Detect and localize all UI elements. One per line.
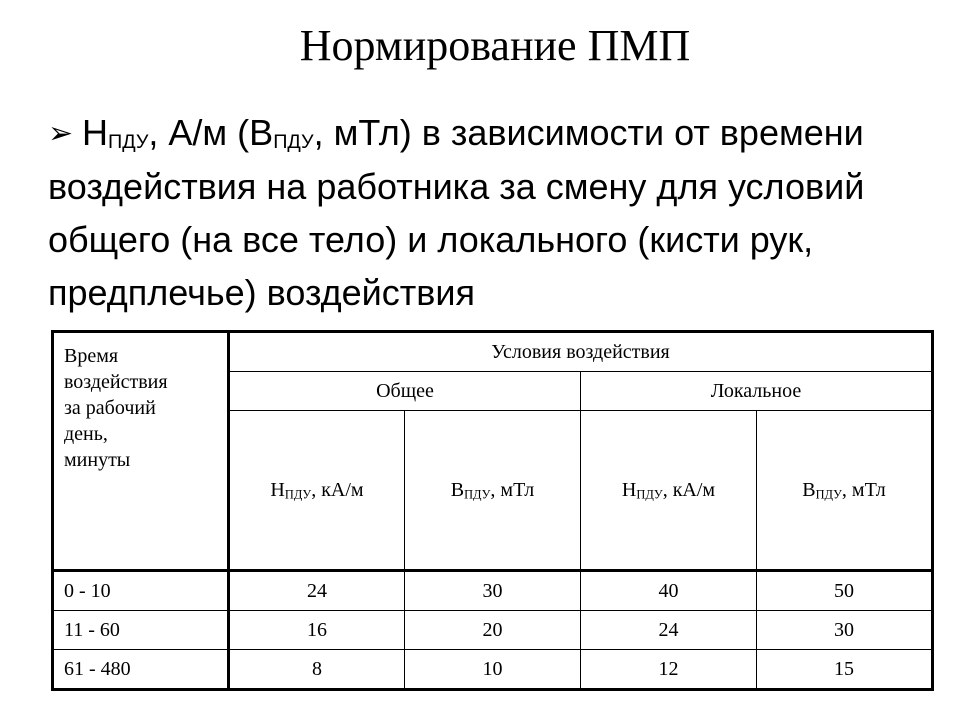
table-row xyxy=(53,571,933,611)
value-cell: 8 xyxy=(229,650,405,690)
time-header-line: Время xyxy=(64,345,119,367)
value-cell: 10 xyxy=(405,650,581,690)
unit-symbol: В xyxy=(802,478,816,501)
unit-subscript: ПДУ xyxy=(284,486,312,501)
unit-symbol: Н xyxy=(270,478,285,501)
value-cell: 24 xyxy=(581,611,757,650)
value-cell: 12 xyxy=(581,650,757,690)
general-header: Общее xyxy=(229,372,581,411)
unit-header-cell xyxy=(405,411,581,571)
time-header-cell xyxy=(53,332,229,571)
unit-label: , кА/м xyxy=(311,478,364,501)
bullet-sub1: ПДУ xyxy=(108,130,149,153)
bullet-text-part1: Н xyxy=(82,112,108,153)
time-header-line: воздействия xyxy=(64,371,168,393)
value-cell: 24 xyxy=(229,571,405,611)
value-cell: 15 xyxy=(757,650,933,690)
table-row xyxy=(53,650,933,690)
time-cell: 61 - 480 xyxy=(53,650,229,690)
time-header-line: минуты xyxy=(64,449,131,471)
unit-label: , мТл xyxy=(841,478,886,501)
value-cell: 30 xyxy=(757,611,933,650)
unit-subscript: ПДУ xyxy=(464,486,491,501)
value-cell: 50 xyxy=(757,571,933,611)
unit-label: , мТл xyxy=(490,478,535,501)
value-cell: 20 xyxy=(405,611,581,650)
bullet-text-part3: , мТл) в зависимости от времени воздействия на работника за смену для условий общего (на все тело) и локального (кисти рук, предплечье) воздействия xyxy=(48,112,865,313)
bullet-sub2: ПДУ xyxy=(273,130,314,153)
value-cell: 16 xyxy=(229,611,405,650)
norms-table-wrapper xyxy=(51,330,934,691)
time-cell: 11 - 60 xyxy=(53,611,229,650)
local-header: Локальное xyxy=(581,372,933,411)
unit-label: , кА/м xyxy=(662,478,716,501)
conditions-header: Условия воздействия xyxy=(229,332,933,372)
unit-symbol: Н xyxy=(621,478,637,501)
arrow-bullet-icon: ➢ xyxy=(48,116,74,151)
unit-symbol: В xyxy=(450,478,465,501)
bullet-text-part2: , А/м (В xyxy=(148,112,274,153)
time-header-line: день, xyxy=(64,423,108,445)
unit-subscript: ПДУ xyxy=(636,486,663,501)
value-cell: 30 xyxy=(405,571,581,611)
bullet-paragraph xyxy=(48,106,928,319)
time-cell: 0 - 10 xyxy=(53,571,229,611)
unit-subscript: ПДУ xyxy=(815,486,842,501)
norms-table xyxy=(51,330,934,691)
table-row xyxy=(53,611,933,650)
slide-title: Нормирование ПМП xyxy=(299,21,691,70)
unit-header-cell xyxy=(229,411,405,571)
value-cell: 40 xyxy=(581,571,757,611)
unit-header-cell xyxy=(757,411,933,571)
time-header-line: за рабочий xyxy=(64,397,156,419)
unit-header-cell xyxy=(581,411,757,571)
